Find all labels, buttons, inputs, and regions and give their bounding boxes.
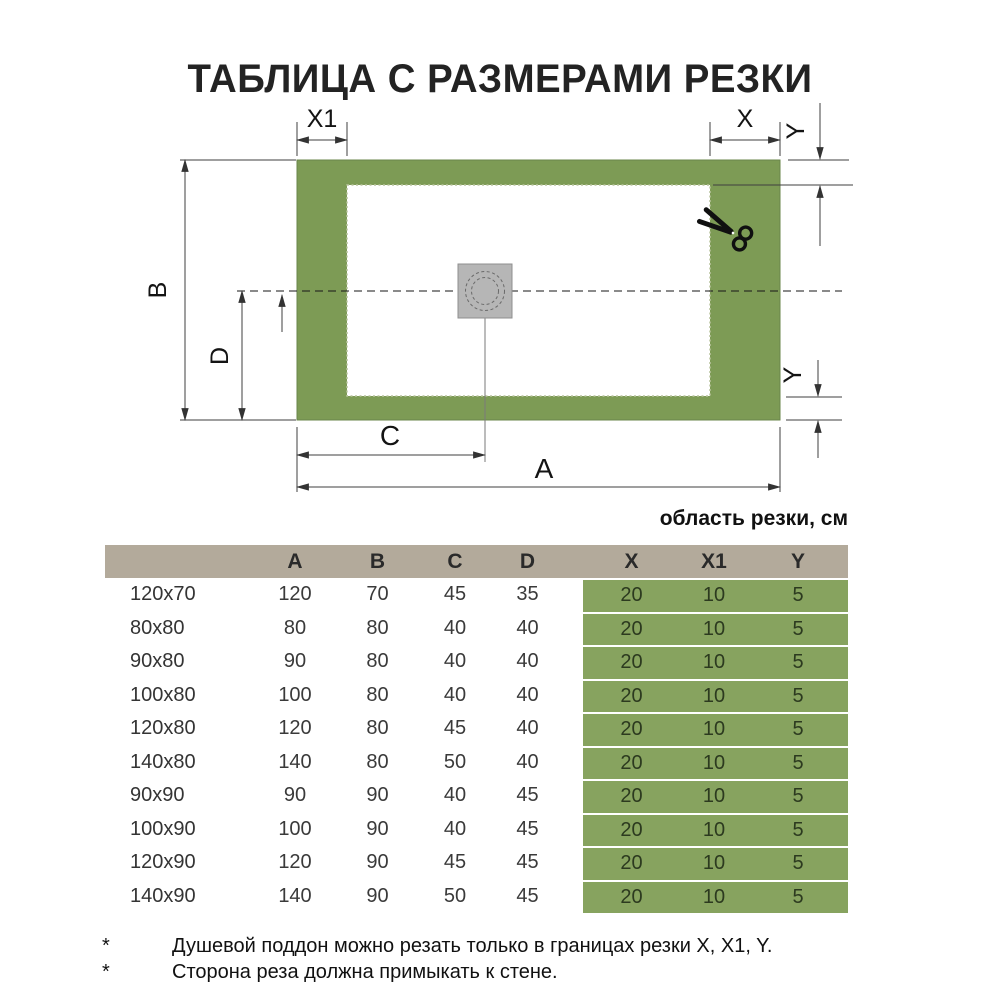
cell-x1: 10 xyxy=(680,679,748,713)
cell-a: 120 xyxy=(278,583,312,606)
note-row xyxy=(98,933,958,959)
cell-c: 40 xyxy=(443,616,467,639)
cell-y: 5 xyxy=(748,645,848,679)
note-text: Сторона реза должна примыкать к стене. xyxy=(172,961,558,983)
cell-y: 5 xyxy=(748,779,848,813)
table-row xyxy=(105,846,848,880)
cell-x1: 10 xyxy=(680,880,748,914)
cell-a: 80 xyxy=(283,616,307,639)
note-text: Душевой поддон можно резать только в границах резки X, X1, Y. xyxy=(172,935,773,957)
cell-spacer xyxy=(565,779,583,813)
cell-x: 20 xyxy=(583,645,680,679)
cell-b: 90 xyxy=(366,817,389,840)
cell-x1: 10 xyxy=(680,578,748,612)
size-table xyxy=(105,545,848,913)
cell-x: 20 xyxy=(583,880,680,914)
cell-a: 100 xyxy=(278,683,312,706)
cell-x: 20 xyxy=(583,612,680,646)
cell-y: 5 xyxy=(748,880,848,914)
cell-size-label: 120x70 xyxy=(130,583,196,606)
cell-b: 80 xyxy=(366,750,389,773)
col-header-size xyxy=(105,545,255,578)
cell-y: 5 xyxy=(748,679,848,713)
cell-size-label: 120x90 xyxy=(130,851,196,874)
cell-d: 45 xyxy=(516,851,539,874)
cell-spacer xyxy=(565,612,583,646)
notes xyxy=(98,933,958,985)
cell-x1: 10 xyxy=(680,779,748,813)
col-header-x: X xyxy=(624,549,639,573)
dimension-label-a: A xyxy=(534,453,554,484)
cell-y: 5 xyxy=(748,612,848,646)
col-header-x1: X1 xyxy=(701,549,727,573)
cell-d: 40 xyxy=(516,650,539,673)
cell-c: 40 xyxy=(443,817,467,840)
cell-x: 20 xyxy=(583,813,680,847)
cell-b: 80 xyxy=(366,683,389,706)
cell-size-label: 90x80 xyxy=(130,650,185,673)
table-row xyxy=(105,779,848,813)
cell-d: 35 xyxy=(516,583,539,606)
cell-c: 40 xyxy=(443,683,467,706)
cell-c: 50 xyxy=(443,884,467,907)
cell-y: 5 xyxy=(748,746,848,780)
cell-x: 20 xyxy=(583,712,680,746)
cell-d: 45 xyxy=(516,784,539,807)
cell-y: 5 xyxy=(748,846,848,880)
cell-size-label: 90x90 xyxy=(130,784,185,807)
table-row xyxy=(105,813,848,847)
col-header-c: C xyxy=(447,549,463,573)
cell-a: 140 xyxy=(278,750,312,773)
dimension-label-y-top: Y xyxy=(782,122,810,140)
cell-x: 20 xyxy=(583,779,680,813)
col-header-y: Y xyxy=(790,549,805,573)
cell-d: 40 xyxy=(516,750,539,773)
cell-c: 40 xyxy=(443,650,467,673)
col-header-b: B xyxy=(369,549,386,573)
dimension-label-d: D xyxy=(206,346,234,366)
cell-c: 50 xyxy=(443,750,467,773)
cell-x1: 10 xyxy=(680,645,748,679)
cell-x: 20 xyxy=(583,679,680,713)
dimension-label-x: X xyxy=(736,105,754,133)
cell-x1: 10 xyxy=(680,813,748,847)
note-marker: * xyxy=(102,961,110,983)
cell-d: 40 xyxy=(516,683,539,706)
table-row xyxy=(105,712,848,746)
cell-x: 20 xyxy=(583,746,680,780)
cell-d: 45 xyxy=(516,884,539,907)
cell-x: 20 xyxy=(583,846,680,880)
cell-size-label: 140x90 xyxy=(130,884,196,907)
cell-x1: 10 xyxy=(680,846,748,880)
cell-spacer xyxy=(565,712,583,746)
cell-spacer xyxy=(565,578,583,612)
col-header-spacer xyxy=(565,545,583,578)
cell-c: 45 xyxy=(443,851,467,874)
cell-spacer xyxy=(565,880,583,914)
cell-spacer xyxy=(565,846,583,880)
cell-size-label: 100x80 xyxy=(130,683,196,706)
cell-b: 90 xyxy=(366,784,389,807)
dimension-label-y-bottom: Y xyxy=(779,366,807,384)
table-body xyxy=(105,578,848,913)
cell-b: 90 xyxy=(366,884,389,907)
table-row xyxy=(105,880,848,914)
table-row xyxy=(105,746,848,780)
cell-y: 5 xyxy=(748,813,848,847)
cell-b: 80 xyxy=(366,616,389,639)
cell-c: 40 xyxy=(443,784,467,807)
cell-b: 70 xyxy=(366,583,389,606)
cell-b: 80 xyxy=(366,717,389,740)
drain-icon xyxy=(458,264,512,318)
cell-spacer xyxy=(565,645,583,679)
cell-c: 45 xyxy=(443,583,467,606)
cell-x: 20 xyxy=(583,578,680,612)
cell-a: 120 xyxy=(278,851,312,874)
col-header-a: A xyxy=(287,549,303,573)
col-header-d: D xyxy=(519,549,536,573)
table-caption: область резки, см xyxy=(659,507,848,530)
cell-x1: 10 xyxy=(680,746,748,780)
cell-y: 5 xyxy=(748,578,848,612)
cell-spacer xyxy=(565,813,583,847)
table-row xyxy=(105,578,848,612)
dimension-label-x1: X1 xyxy=(306,105,338,133)
cell-x1: 10 xyxy=(680,612,748,646)
cell-c: 45 xyxy=(443,717,467,740)
cell-size-label: 140x80 xyxy=(130,750,196,773)
cell-a: 100 xyxy=(278,817,312,840)
cell-spacer xyxy=(565,679,583,713)
dimension-label-c: C xyxy=(379,420,401,451)
cell-a: 120 xyxy=(278,717,312,740)
cell-d: 40 xyxy=(516,717,539,740)
cell-a: 90 xyxy=(283,650,307,673)
cell-size-label: 80x80 xyxy=(130,616,185,639)
table-row xyxy=(105,645,848,679)
cell-spacer xyxy=(565,746,583,780)
dimension-label-b: B xyxy=(144,281,172,299)
table-row xyxy=(105,679,848,713)
cell-d: 45 xyxy=(516,817,539,840)
header-row xyxy=(105,545,848,578)
cell-x1: 10 xyxy=(680,712,748,746)
cell-b: 80 xyxy=(366,650,389,673)
cell-b: 90 xyxy=(366,851,389,874)
page-title: ТАБЛИЦА С РАЗМЕРАМИ РЕЗКИ xyxy=(187,56,813,101)
note-marker: * xyxy=(102,935,110,957)
cell-size-label: 100x90 xyxy=(130,817,196,840)
table-row xyxy=(105,612,848,646)
cell-y: 5 xyxy=(748,712,848,746)
note-row xyxy=(98,959,958,985)
cell-size-label: 120x80 xyxy=(130,717,196,740)
cell-a: 140 xyxy=(278,884,312,907)
cell-d: 40 xyxy=(516,616,539,639)
cell-a: 90 xyxy=(283,784,307,807)
